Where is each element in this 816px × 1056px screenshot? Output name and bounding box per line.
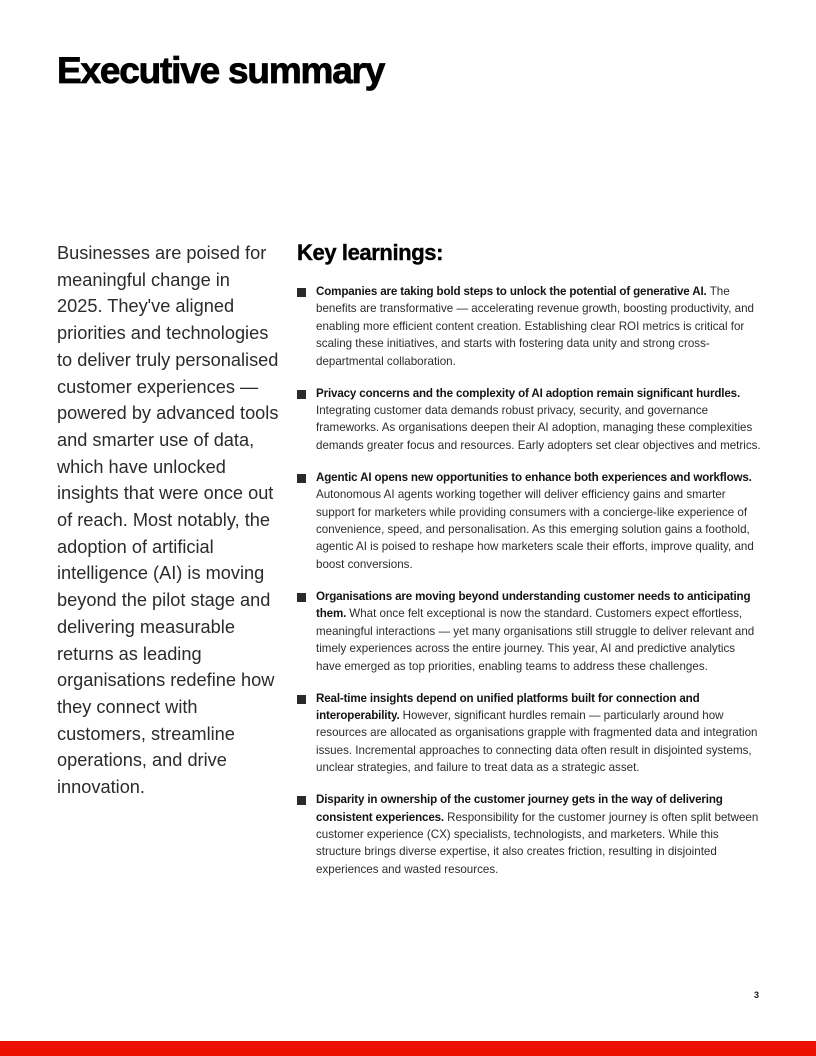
square-bullet-icon [297, 390, 306, 399]
key-learning-item [297, 791, 763, 878]
key-learning-item [297, 283, 763, 370]
key-learnings-heading: Key learnings: [297, 240, 444, 265]
key-learning-lead: Privacy concerns and the complexity of AI adoption remain significant hurdles. [316, 386, 741, 400]
square-bullet-icon [297, 796, 306, 805]
key-learnings-list [297, 283, 763, 893]
key-learning-item [297, 588, 763, 675]
square-bullet-icon [297, 695, 306, 704]
square-bullet-icon [297, 288, 306, 297]
key-learning-lead: Organisations are moving beyond understanding customer needs to anticipating them. [316, 589, 751, 621]
key-learning-lead: Agentic AI opens new opportunities to enhance both experiences and workflows. [316, 470, 752, 484]
key-learning-lead: Companies are taking bold steps to unlock the potential of generative AI. [316, 285, 710, 298]
page-title: Executive summary [57, 50, 385, 91]
key-learning-body: Integrating customer data demands robust privacy, security, and governance frameworks. As organisations deepen their AI adoption, managing these complexities demands greater focus and resources. Early adopters set clear objectives and metrics. [316, 404, 761, 452]
key-learning-lead: Disparity in ownership of the customer journey gets in the way of delivering consistent experiences. [316, 793, 723, 824]
key-learning-body: Responsibility for the customer journey is often split between customer experience (CX) specialists, technologists, and marketers. While this structure brings diverse expertise, it also creates friction, resulting in disjointed experiences and wasted resources. [316, 810, 759, 876]
key-learning-item [297, 385, 763, 455]
key-learning-body: The benefits are transformative — accelerating revenue growth, boosting productivity, and enabling more efficient content creation. Establishing clear ROI metrics is critical for scaling these initiatives, and starts with fostering data unity and strong cross-departmental collaboration. [316, 285, 755, 368]
key-learning-body: However, significant hurdles remain — particularly around how resources are allocated as organisations grapple with fragmented data and integration issues. Incremental approaches to connecting data often result in disjointed systems, unclear strategies, and failure to treat data as a strategic asset. [316, 708, 758, 775]
key-learning-lead: Real-time insights depend on unified platforms built for connection and interoperability. [316, 691, 700, 722]
key-learning-body: What once felt exceptional is now the standard. Customers expect effortless, meaningful interactions — yet many organisations still struggle to deliver relevant and timely experiences across the entire journey. This year, AI and predictive analytics have emerged as top priorities, enabling teams to address these challenges. [316, 607, 755, 673]
square-bullet-icon [297, 474, 306, 483]
page-number: 3 [753, 990, 759, 1000]
key-learning-item [297, 469, 763, 573]
square-bullet-icon [297, 593, 306, 602]
key-learning-body: Autonomous AI agents working together will deliver efficiency gains and smarter support for marketers while providing consumers with a concierge-like experience of convenience, speed, and personalisation. As this emerging solution gains a foothold, agentic AI is poised to reshape how marketers scale their efforts, improve quality, and boost conversions. [316, 488, 754, 571]
key-learning-item [297, 690, 763, 777]
intro-paragraph: Businesses are poised for meaningful change in 2025. They've aligned priorities and technologies to deliver truly personalised customer experiences — powered by advanced tools and smarter use of data, which have unlocked insights that were once out of reach. Most notably, the adoption of artificial intelligence (AI) is moving beyond the pilot stage and delivering measurable returns as leading organisations redefine how they connect with customers, streamline operations, and drive innovation. [57, 243, 279, 798]
footer-accent-bar [0, 1041, 816, 1056]
